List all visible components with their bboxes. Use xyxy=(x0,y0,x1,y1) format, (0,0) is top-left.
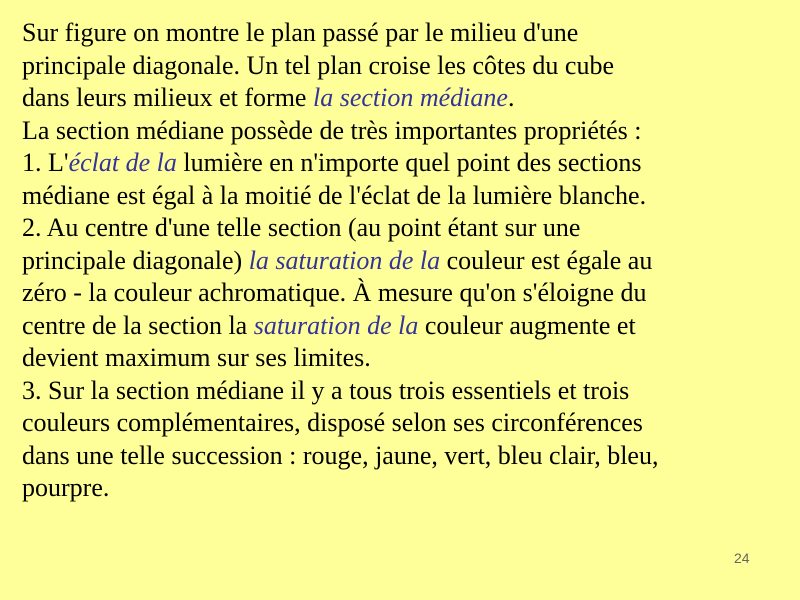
text-segment: devient maximum sur ses limites. xyxy=(22,343,371,372)
text-line xyxy=(22,115,792,148)
emphasized-term: la saturation de la xyxy=(248,245,441,275)
text-segment: 2. Au centre d'une telle section (au point étant sur une xyxy=(22,213,581,242)
slide-body-text xyxy=(22,17,792,505)
text-segment: lumière en n'importe quel point des sections xyxy=(176,148,642,177)
emphasized-term: la section médiane xyxy=(312,83,508,112)
text-segment: centre de la section la xyxy=(22,310,254,340)
text-line xyxy=(22,342,792,375)
text-line xyxy=(22,245,792,278)
text-segment: couleur augmente et xyxy=(418,310,636,340)
text-segment: principale diagonale. Un tel plan croise les côtes du cube xyxy=(22,50,615,80)
text-line xyxy=(22,440,792,473)
text-segment: 3. Sur la section médiane il y a tous trois essentiels et trois xyxy=(22,375,630,405)
text-segment: . xyxy=(507,83,515,112)
emphasized-term: éclat de la xyxy=(68,148,177,177)
emphasized-term: saturation de la xyxy=(253,310,419,340)
text-segment: 1. L' xyxy=(22,148,69,177)
text-line xyxy=(22,375,792,408)
page-number: 24 xyxy=(734,550,750,566)
text-line xyxy=(22,310,792,343)
text-segment: principale diagonale) xyxy=(22,245,249,275)
text-line xyxy=(22,180,792,213)
text-segment: Sur figure on montre le plan passé par le milieu d'une xyxy=(22,18,579,47)
text-segment: La section médiane possède de très importantes propriétés : xyxy=(22,115,642,145)
text-segment: couleur est égale au xyxy=(440,245,653,275)
text-segment: zéro - la couleur achromatique. À mesure qu'on s'éloigne du xyxy=(22,278,647,307)
text-segment: pourpre. xyxy=(22,473,110,502)
text-line xyxy=(22,472,792,505)
text-line xyxy=(22,17,792,50)
text-segment: dans leurs milieux et forme xyxy=(22,83,313,112)
text-line xyxy=(22,407,792,440)
text-line xyxy=(22,277,792,310)
text-line xyxy=(22,50,792,83)
text-segment: couleurs complémentaires, disposé selon ses circonférences xyxy=(22,408,643,437)
text-segment: médiane est égal à la moitié de l'éclat de la lumière blanche. xyxy=(22,180,647,210)
text-line xyxy=(22,82,792,115)
text-line xyxy=(22,147,792,180)
text-segment: dans une telle succession : rouge, jaune, vert, bleu clair, bleu, xyxy=(22,440,659,470)
text-line xyxy=(22,212,792,245)
